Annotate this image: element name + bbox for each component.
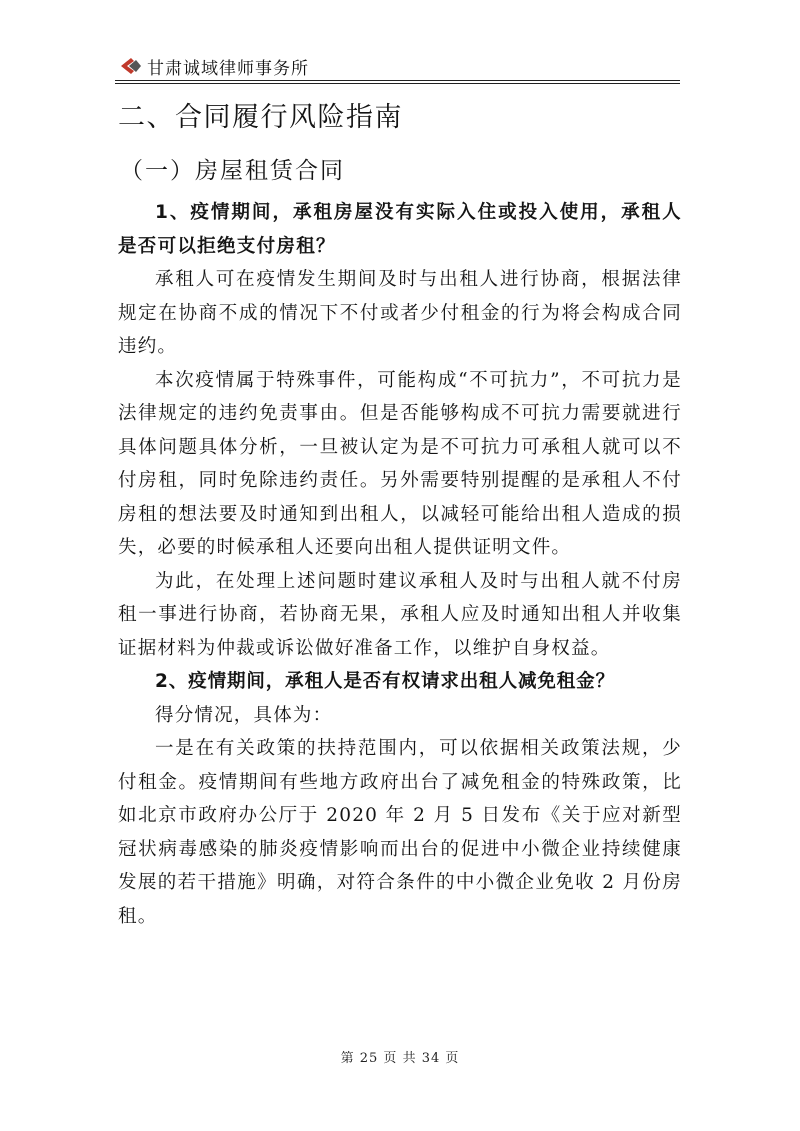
answer-paragraph-4: 得分情况，具体为： [155,704,333,726]
answer-paragraph-1: 承租人可在疫情发生期间及时与出租人进行协商，根据法律规定在协商不成的情况下不付或者少付租金的行为将会构成合同违约。 [118,269,682,357]
header-rule-secondary [115,83,680,84]
page-header [115,50,680,80]
page-number: 第 25 页 共 34 页 [340,1051,460,1066]
answer-paragraph-5: 一是在有关政策的扶持范围内，可以依据相关政策法规，少付租金。疫情期间有些地方政府出台了减免租金的特殊政策，比如北京市政府办公厅于 2020 年 2 月 5 日发布《关于应对新型冠状病毒感染的肺炎疫情影响而出台的促进中小微企业持续健康发展的若干措施》明确，对符合条件的中小微企业免收 2 月份房租。 [118,738,682,927]
section-title: 二、合同履行风险指南 [118,102,403,133]
subsection-title: （一）房屋租赁合同 [120,158,345,184]
firm-name: 甘肃诚域律师事务所 [147,59,309,79]
firm-logo-icon [119,56,143,76]
answer-paragraph-2: 本次疫情属于特殊事件，可能构成“不可抗力”，不可抗力是法律规定的违约免责事由。但是否能够构成不可抗力需要就进行具体问题具体分析，一旦被认定为是不可抗力可承租人就可以不付房租，同时免除违约责任。另外需要特别提醒的是承租人不付房租的想法要及时通知到出租人，以减轻可能给出租人造成的损失，必要的时候承租人还要向出租人提供证明文件。 [118,369,682,558]
answer-paragraph-3: 为此，在处理上述问题时建议承租人及时与出租人就不付房租一事进行协商，若协商无果，承租人应及时通知出租人并收集证据材料为仲裁或诉讼做好准备工作，以维护自身权益。 [118,570,682,659]
page-content [118,98,682,933]
question-1: 1、疫情期间，承租房屋没有实际入住或投入使用，承租人是否可以拒绝支付房租？ [118,202,682,257]
question-2: 2、疫情期间，承租人是否有权请求出租人减免租金？ [155,671,615,692]
header-rule [115,80,680,81]
